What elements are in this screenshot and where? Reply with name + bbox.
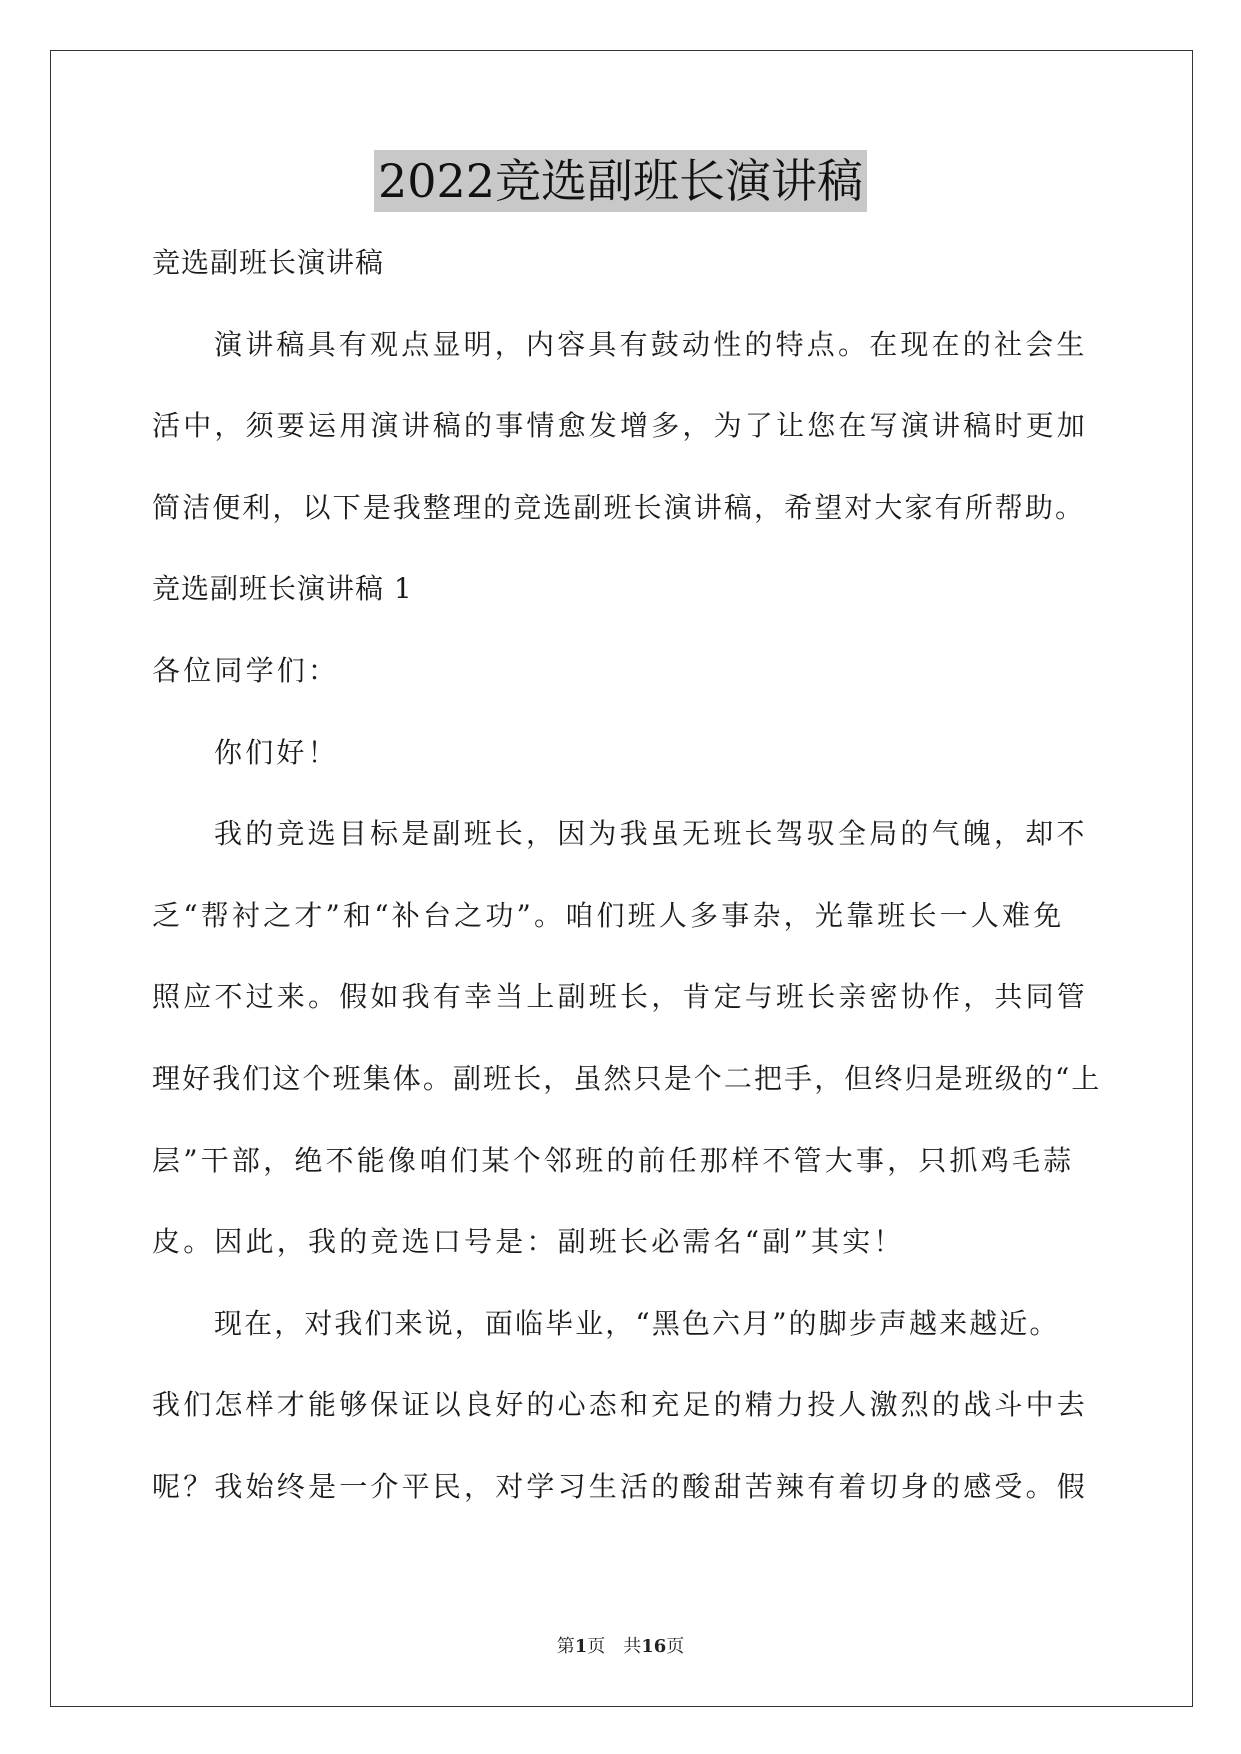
text-line: 演讲稿具有观点显明，内容具有鼓动性的特点。在现在的社会生 <box>214 327 1088 361</box>
total-prefix: 共 <box>623 1636 642 1657</box>
page-prefix: 第 <box>556 1636 575 1657</box>
text-line: 我们怎样才能够保证以良好的心态和充足的精力投人激烈的战斗中去 <box>152 1388 1089 1422</box>
title-wrap <box>0 150 1241 212</box>
page-suffix: 页 <box>587 1636 606 1657</box>
document-title: 2022竞选副班长演讲稿 <box>374 150 867 212</box>
text-line: 理好我们这个班集体。副班长，虽然只是个二把手，但终归是班级的“上 <box>152 1061 1102 1095</box>
section-heading: 竞选副班长演讲稿 <box>152 246 385 279</box>
text-line: 呢？我始终是一介平民，对学习生活的酸甜苦辣有着切身的感受。假 <box>152 1469 1089 1503</box>
text-line: 简洁便利，以下是我整理的竞选副班长演讲稿，希望对大家有所帮助。 <box>152 490 1086 524</box>
text-line: 各位同学们： <box>152 653 340 687</box>
page-number: 1 <box>574 1636 588 1657</box>
section-heading: 竞选副班长演讲稿 1 <box>152 572 413 606</box>
text-line: 层”干部，绝不能像咱们某个邻班的前任那样不管大事，只抓鸡毛蒜 <box>152 1143 1075 1177</box>
text-line: 活中，须要运用演讲稿的事情愈发增多，为了让您在写演讲稿时更加 <box>152 409 1089 443</box>
total-suffix: 页 <box>666 1636 685 1657</box>
document-body <box>152 233 1102 1539</box>
text-line: 我的竞选目标是副班长，因为我虽无班长驾驭全局的气魄，却不 <box>214 817 1088 851</box>
total-pages: 16 <box>641 1636 667 1657</box>
text-line: 你们好！ <box>214 735 339 769</box>
page-footer <box>0 1632 1241 1658</box>
text-line: 现在，对我们来说，面临毕业，“黑色六月”的脚步声越来越近。 <box>214 1306 1060 1340</box>
text-line: 照应不过来。假如我有幸当上副班长，肯定与班长亲密协作，共同管 <box>152 980 1089 1014</box>
text-line: 皮。因此，我的竞选口号是：副班长必需名“副”其实！ <box>152 1225 905 1259</box>
text-line: 乏“帮衬之才”和“补台之功”。咱们班人多事杂，光靠班长一人难免 <box>152 898 1065 932</box>
